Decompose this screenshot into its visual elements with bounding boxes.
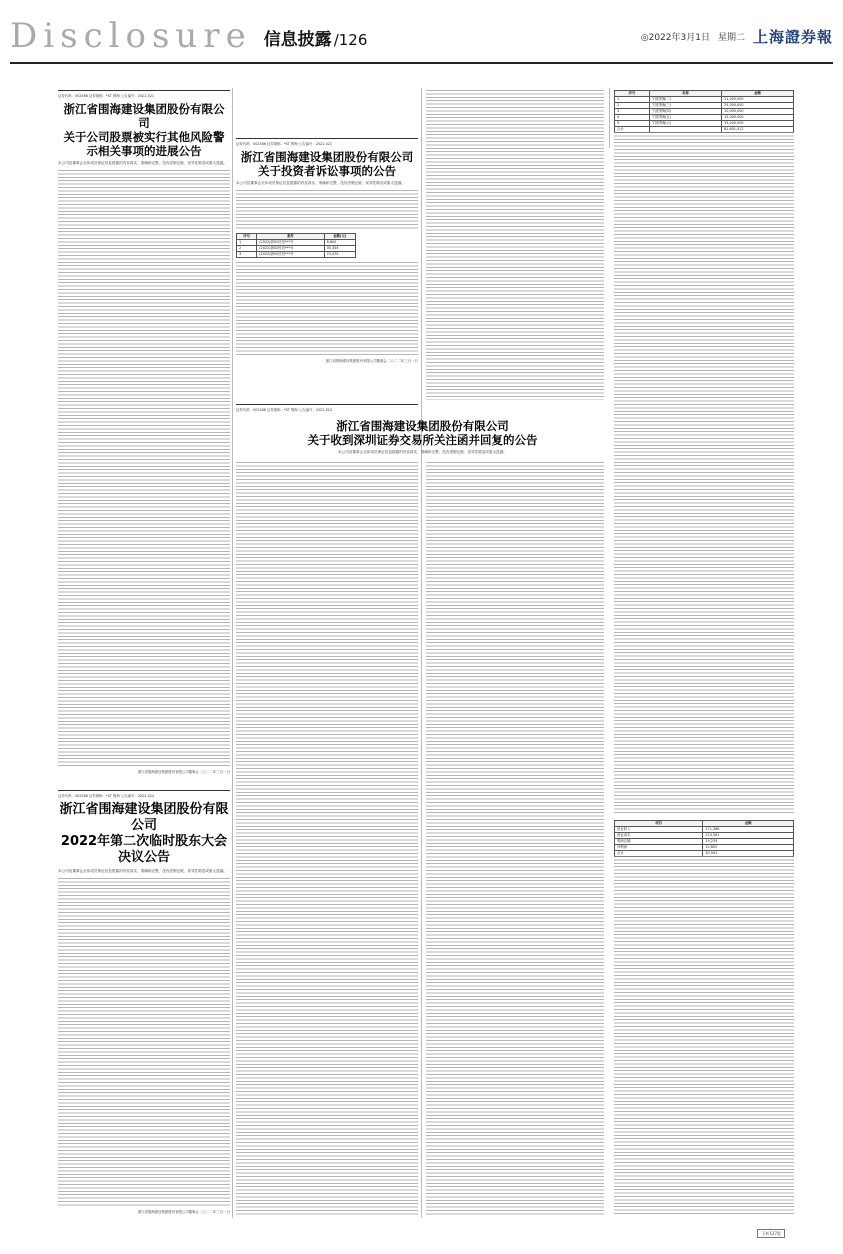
- notice-body: [236, 190, 418, 230]
- table-cell: 2: [237, 246, 257, 252]
- table-header: 名称: [649, 91, 721, 97]
- table-cell: 19,235: [703, 839, 794, 845]
- paper-logo: 上海證券報: [752, 28, 833, 46]
- table-cell: 271,388: [703, 827, 794, 833]
- table-cell: 23,470: [324, 252, 355, 258]
- table-cell: 15,802: [703, 845, 794, 851]
- column-divider: [232, 88, 233, 1218]
- table-header: 案件: [257, 234, 324, 240]
- table-row: [237, 252, 356, 258]
- table-cell: 81,601,412: [722, 127, 794, 133]
- notice-signature: 浙江省围海建设集团股份有限公司董事会 二○二二年三月一日: [137, 1210, 230, 1214]
- table-cell: 214,561: [703, 833, 794, 839]
- notice-title: 关于投资者诉讼事项的公告: [258, 164, 396, 178]
- table-cell: 21,000,000: [722, 97, 794, 103]
- table-cell: 1: [615, 97, 650, 103]
- notice-company: 浙江省围海建设集团股份有限公司: [336, 419, 509, 433]
- notice-company: 浙江省围海建设集团股份有限公司: [59, 802, 229, 833]
- notice-codes: 证券代码：002586 证券简称：*ST 围海 公告编号：2022-024: [58, 794, 155, 798]
- table-cell: 33,000,000: [722, 121, 794, 127]
- table-cell: 5: [615, 121, 650, 127]
- masthead-left: [10, 18, 367, 54]
- table-cell: 营业成本: [615, 833, 703, 839]
- page-number: /126: [333, 31, 368, 49]
- table-cell: (2022)浙02民初***号: [257, 246, 324, 252]
- table-header: 金额: [703, 821, 794, 827]
- table-cell: 宁波围海(三): [649, 103, 721, 109]
- column-divider: [609, 88, 610, 148]
- notice-body: [614, 856, 794, 1215]
- notice-body: [58, 170, 230, 768]
- notice-body: [614, 132, 794, 815]
- table-cell: 1: [237, 240, 257, 246]
- notice-inquiry-heading: [236, 416, 609, 455]
- masthead-rule: [10, 62, 833, 64]
- notice-signature: 浙江省围海建设集团股份有限公司董事会 二○二二年三月一日: [137, 770, 230, 774]
- table-cell: 营业收入: [615, 827, 703, 833]
- notice-statement: 本公司及董事会全体成员保证信息披露的内容真实、准确和完整，没有虚假记载、误导性陈述或重大遗漏。: [338, 450, 507, 454]
- notice-company: 浙江省围海建设集团股份有限公司: [63, 102, 225, 130]
- table-cell: 15,000,000: [722, 115, 794, 121]
- table-header: 序号: [615, 91, 650, 97]
- notice-title: 关于收到深圳证券交易所关注函并回复的公告: [307, 433, 538, 447]
- table-cell: (2022)浙02民初***号: [257, 240, 324, 246]
- table-header: 金额(元): [324, 234, 355, 240]
- subsidiary-table: [614, 90, 794, 133]
- table-cell: 宁波围海(二): [649, 97, 721, 103]
- notice-body: [236, 262, 418, 357]
- notice-codes: 证券代码：002586 证券简称：*ST 围海 公告编号：2022-022: [236, 142, 333, 146]
- issue-weekday: 星期二: [717, 33, 745, 43]
- table-cell: 10,000,000: [722, 109, 794, 115]
- table-header: 序号: [237, 234, 257, 240]
- notice-body: [426, 90, 604, 400]
- notice-statement: 本公司及董事会全体成员保证信息披露的内容真实、准确和完整，没有虚假记载、误导性陈述或重大遗漏。: [58, 161, 227, 165]
- financial-table: [614, 820, 794, 857]
- notice-body: [426, 462, 604, 1215]
- notice-company: 浙江省围海建设集团股份有限公司: [240, 150, 414, 164]
- table-header: 项目: [615, 821, 703, 827]
- issue-date: ◎2022年3月1日: [640, 33, 710, 43]
- table-cell: 宁波围海(六): [649, 121, 721, 127]
- brand-wordmark: Disclosure: [10, 16, 252, 56]
- notice-investor-lawsuit: [236, 138, 418, 388]
- notice-codes: 证券代码：002586 证券简称：*ST 围海 公告编号：2022-023: [236, 408, 333, 412]
- section-title: 信息披露: [263, 30, 332, 50]
- table-cell: 2: [615, 103, 650, 109]
- notice-statement: 本公司及董事会全体成员保证信息披露的内容真实、准确和完整，没有虚假记载、误导性陈述或重大遗漏。: [58, 869, 227, 873]
- notice-title: 关于公司股票被实行其他风险警示相关事项的进展公告: [63, 130, 225, 158]
- table-cell: 4: [615, 115, 650, 121]
- notice-statement: 本公司及董事会全体成员保证信息披露的内容真实、准确和完整，没有虚假记载、误导性陈述或重大遗漏。: [236, 181, 405, 185]
- table-cell: 合计: [615, 127, 650, 133]
- notice-signature: 浙江省围海建设集团股份有限公司董事会 二○二二年三月一日: [325, 359, 418, 363]
- table-cell: 宁波围海(四): [649, 109, 721, 115]
- notice-title: 2022年第二次临时股东大会决议公告: [60, 834, 228, 865]
- table-cell: 25,000,000: [722, 103, 794, 109]
- table-cell: 合计: [615, 851, 703, 857]
- table-cell: 净利润: [615, 845, 703, 851]
- notice-body: [236, 462, 418, 1215]
- table-cell: 20,941: [703, 851, 794, 857]
- page-footer: 下转127版: [757, 1229, 785, 1238]
- masthead-right: [641, 26, 833, 47]
- notice-codes: 证券代码：002586 证券简称：*ST 围海 公告编号：2022-021: [58, 94, 155, 98]
- table-cell: (2022)浙02民初***号: [257, 252, 324, 258]
- lawsuit-table: [236, 233, 356, 258]
- notice-body: [58, 878, 230, 1208]
- notice-shareholder-meeting: [58, 790, 230, 1215]
- column-divider: [421, 88, 422, 1218]
- table-cell: 3: [237, 252, 257, 258]
- notice-risk-warning-progress: [58, 90, 230, 774]
- table-cell: 宁波围海(五): [649, 115, 721, 121]
- table-header: 金额: [722, 91, 794, 97]
- table-cell: 3: [615, 109, 650, 115]
- table-cell: 利润总额: [615, 839, 703, 845]
- masthead: [0, 0, 843, 70]
- table-cell: 35,304: [324, 246, 355, 252]
- table-cell: 8,600: [324, 240, 355, 246]
